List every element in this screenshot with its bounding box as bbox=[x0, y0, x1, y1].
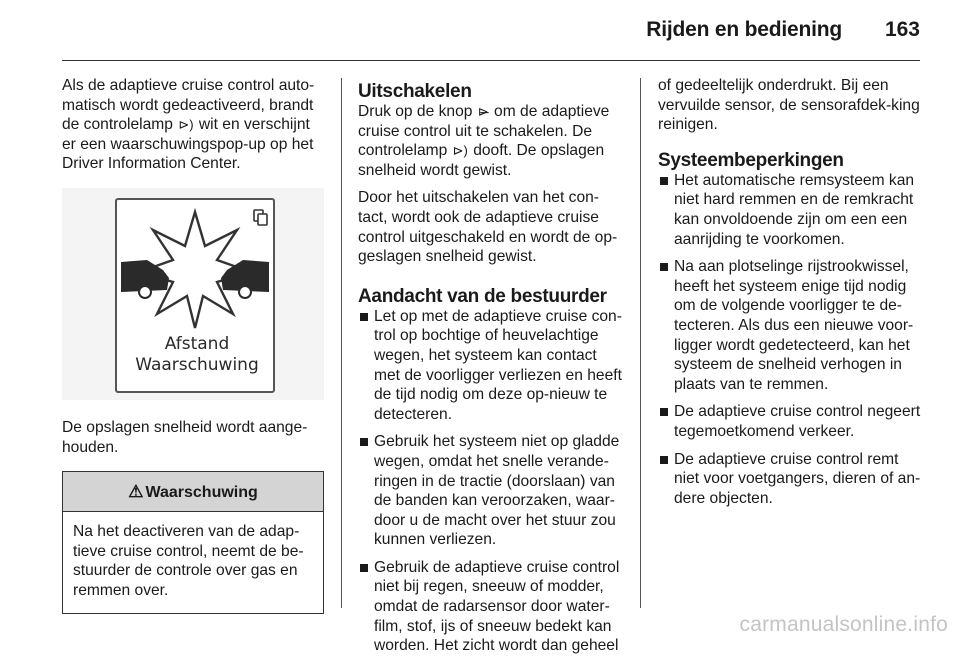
cruise-indicator-icon: ⊳) bbox=[452, 143, 468, 159]
list-item: Gebruik de adaptieve cruise control niet bij regen, sneeuw of modder, omdat de radarsensor door water-film, stof, ijs of sneeuw bedekt kan worden. Het zicht wordt dan geheel bbox=[358, 558, 623, 656]
switch-off-paragraph: Druk op de knop ⊳̶ om de adaptieve cruise control uit te schakelen. De controlelamp ⊳) dooft. De opslagen snelheid wordt gewist. bbox=[358, 103, 610, 179]
cruise-indicator-icon: ⊳) bbox=[178, 117, 194, 133]
bullet-square-icon bbox=[360, 313, 368, 321]
column-middle bbox=[358, 80, 623, 664]
bullet-square-icon bbox=[660, 177, 668, 185]
section-title: Rijden en bediening bbox=[646, 18, 842, 41]
warning-body: Na het deactiveren van de adap-tieve cruise control, neemt de be-stuurder de controle over gas en remmen over. bbox=[73, 523, 304, 599]
bullet-square-icon bbox=[660, 456, 668, 464]
system-limits-list bbox=[658, 171, 922, 509]
cruise-off-button-icon: ⊳̶ bbox=[477, 104, 489, 119]
warning-triangle-icon: ⚠ bbox=[128, 482, 144, 502]
page-number: 163 bbox=[884, 18, 920, 41]
list-item: Na aan plotselinge rijstrookwissel, heeft het systeem enige tijd nodig om de volgende voorligger te de-tecteren. Als dus een nieuwe voor-ligger wordt gedetecteerd, kan het systeem de snelheid verhogen in plaats van te remmen. bbox=[658, 257, 922, 394]
footer-watermark: carmanualsonline.info bbox=[739, 613, 948, 636]
list-item: Let op met de adaptieve cruise con-trol op bochtige of heuvelachtige wegen, het systeem kan contact met de voorligger verliezen en heeft de tijd nodig om deze op-nieuw te detecteren. bbox=[358, 307, 623, 425]
list-item: De adaptieve cruise control remt niet voor voetgangers, dieren of an-dere objecten. bbox=[658, 450, 922, 509]
list-item: De adaptieve cruise control negeert tegemoetkomend verkeer. bbox=[658, 402, 922, 441]
heading-system-limits: Systeembeperkingen bbox=[658, 149, 844, 171]
column-right bbox=[658, 76, 922, 516]
driver-attention-list bbox=[358, 307, 623, 656]
heading-uitschakelen: Uitschakelen bbox=[358, 81, 472, 102]
list-item: Het automatische remsysteem kan niet hard remmen en de remkracht kan onvoldoende zijn om een een aanrijding te voorkomen. bbox=[658, 171, 922, 249]
figure-label-warning: Waarschuwing bbox=[135, 354, 259, 375]
distance-warning-figure bbox=[62, 188, 324, 400]
column-divider-1 bbox=[341, 78, 342, 608]
figure-label-distance: Afstand bbox=[164, 333, 230, 354]
bullet-square-icon bbox=[360, 438, 368, 446]
warning-header bbox=[63, 472, 323, 512]
list-item: Gebruik het systeem niet op gladde wegen, omdat het snelle verande-ringen in de tractie (doorslaan) van de banden kan veroorzaken, waar-door u de macht over het stuur zou kunnen verliezen. bbox=[358, 432, 623, 550]
collision-warning-icon bbox=[117, 200, 273, 330]
warning-box bbox=[62, 471, 324, 613]
continuation-paragraph: of gedeeltelijk onderdrukt. Bij een vervuilde sensor, de sensorafdek-king reinigen. bbox=[658, 77, 920, 134]
column-left bbox=[62, 76, 324, 614]
bullet-square-icon bbox=[660, 263, 668, 271]
dic-display-frame bbox=[115, 198, 275, 393]
intro-paragraph: Als de adaptieve cruise control auto-matisch wordt gedeactiveerd, brandt de controlelamp ⊳) wit en verschijnt er een waarschuwingspop-up op het Driver Information Center. bbox=[62, 77, 315, 173]
page-header bbox=[0, 0, 960, 62]
header-rule bbox=[62, 60, 920, 61]
popup-page-icon bbox=[254, 210, 267, 225]
bullet-square-icon bbox=[660, 408, 668, 416]
warning-title: Waarschuwing bbox=[145, 484, 258, 502]
heading-driver-attention: Aandacht van de bestuurder bbox=[358, 285, 607, 307]
bullet-square-icon bbox=[360, 564, 368, 572]
after-figure-paragraph: De opslagen snelheid wordt aange-houden. bbox=[62, 418, 308, 456]
column-divider-2 bbox=[640, 78, 641, 608]
ignition-off-paragraph: Door het uitschakelen van het con-tact, wordt ook de adaptieve cruise control uitgeschakeld en wordt de op-geslagen snelheid gewist. bbox=[358, 189, 618, 266]
